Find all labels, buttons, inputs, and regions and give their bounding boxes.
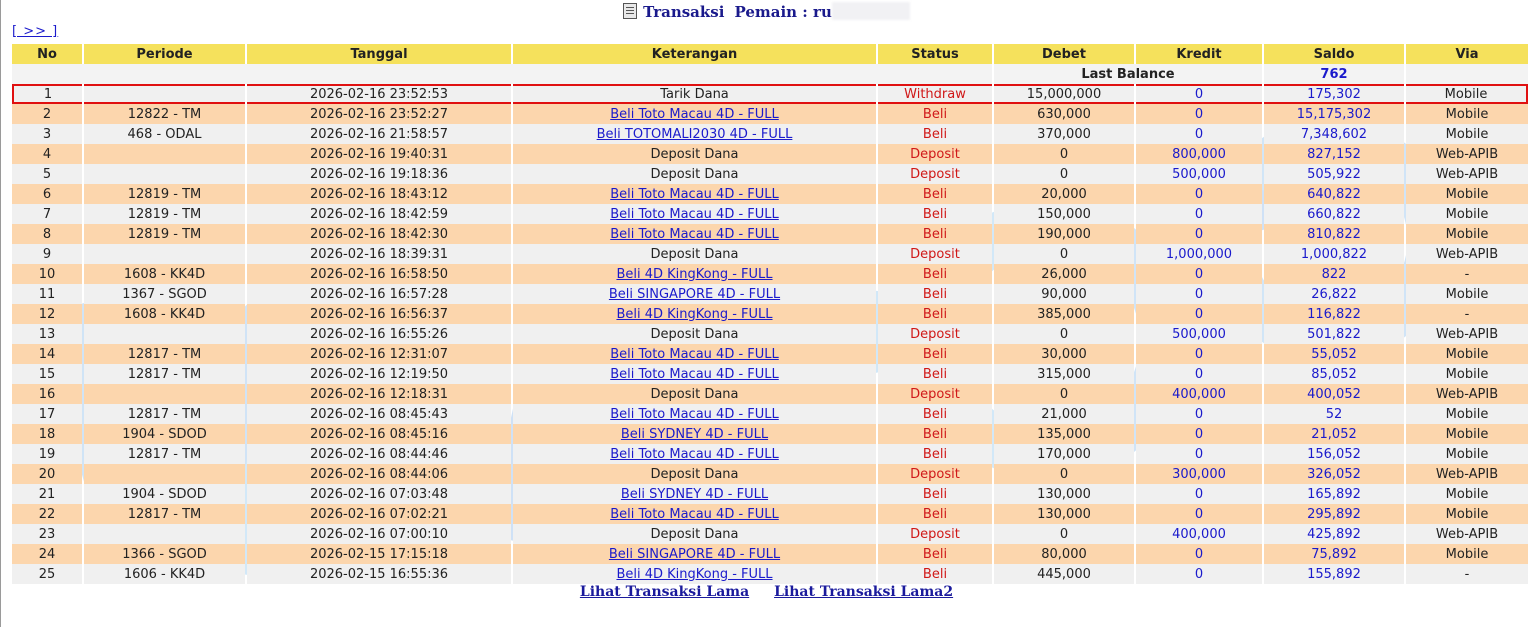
cell-kredit: 0: [1136, 444, 1262, 464]
cell-debet: 445,000: [994, 564, 1134, 584]
table-row: [12, 164, 1528, 184]
cell-periode: [84, 464, 245, 484]
cell-debet: 26,000: [994, 264, 1134, 284]
cell-keterangan: [513, 184, 876, 204]
view-old-transactions-2-link[interactable]: Lihat Transaksi Lama2: [774, 584, 954, 600]
cell-periode: 1904 - SDOD: [84, 484, 245, 504]
cell-status: Deposit: [878, 244, 992, 264]
cell-status: Beli: [878, 344, 992, 364]
cell-saldo: 326,052: [1264, 464, 1404, 484]
cell-via: Web-APIB: [1406, 244, 1528, 264]
cell-no: 21: [12, 484, 82, 504]
cell-periode: 1904 - SDOD: [84, 424, 245, 444]
cell-keterangan: [513, 284, 876, 304]
col-header-saldo: Saldo: [1264, 44, 1404, 64]
cell-tanggal: 2026-02-16 16:55:26: [247, 324, 511, 344]
document-icon: [623, 3, 637, 19]
cell-debet: 630,000: [994, 104, 1134, 124]
page-title: Transaksi: [643, 3, 725, 21]
cell-periode: 468 - ODAL: [84, 124, 245, 144]
cell-via: Mobile: [1406, 444, 1528, 464]
cell-tanggal: 2026-02-16 18:39:31: [247, 244, 511, 264]
cell-status: Beli: [878, 264, 992, 284]
cell-kredit: 0: [1136, 304, 1262, 324]
cell-via: Web-APIB: [1406, 524, 1528, 544]
cell-via: Mobile: [1406, 484, 1528, 504]
cell-keterangan: [513, 424, 876, 444]
cell-saldo: 660,822: [1264, 204, 1404, 224]
cell-kredit: 500,000: [1136, 324, 1262, 344]
col-header-keterangan: Keterangan: [513, 44, 876, 64]
cell-saldo: 116,822: [1264, 304, 1404, 324]
cell-saldo: 400,052: [1264, 384, 1404, 404]
cell-no: 25: [12, 564, 82, 584]
cell-saldo: 85,052: [1264, 364, 1404, 384]
transaction-detail-link[interactable]: Beli 4D KingKong - FULL: [616, 266, 773, 282]
cell-status: Deposit: [878, 144, 992, 164]
cell-keterangan: [513, 264, 876, 284]
cell-tanggal: 2026-02-16 19:40:31: [247, 144, 511, 164]
cell-kredit: 0: [1136, 504, 1262, 524]
table-row: [12, 524, 1528, 544]
cell-keterangan: Tarik Dana: [513, 84, 876, 104]
cell-periode: [84, 524, 245, 544]
transaction-table: [10, 44, 1530, 584]
cell-debet: 90,000: [994, 284, 1134, 304]
cell-periode: 1367 - SGOD: [84, 284, 245, 304]
cell-tanggal: 2026-02-16 12:19:50: [247, 364, 511, 384]
cell-status: Beli: [878, 304, 992, 324]
table-row: [12, 84, 1528, 104]
cell-saldo: 501,822: [1264, 324, 1404, 344]
col-header-via: Via: [1406, 44, 1528, 64]
cell-tanggal: 2026-02-16 12:31:07: [247, 344, 511, 364]
cell-no: 7: [12, 204, 82, 224]
cell-keterangan: [513, 404, 876, 424]
col-header-status: Status: [878, 44, 992, 64]
cell-via: Mobile: [1406, 404, 1528, 424]
cell-kredit: 0: [1136, 484, 1262, 504]
cell-saldo: 827,152: [1264, 144, 1404, 164]
cell-no: 16: [12, 384, 82, 404]
table-row: [12, 224, 1528, 244]
transaction-detail-link[interactable]: Beli SINGAPORE 4D - FULL: [608, 286, 781, 302]
cell-via: Mobile: [1406, 284, 1528, 304]
transaction-detail-link[interactable]: Beli 4D KingKong - FULL: [616, 566, 773, 582]
last-balance-value: 762: [1264, 64, 1404, 84]
cell-kredit: 0: [1136, 84, 1262, 104]
transaction-detail-link[interactable]: Beli Toto Macau 4D - FULL: [610, 226, 779, 242]
cell-keterangan: [513, 484, 876, 504]
cell-status: Deposit: [878, 384, 992, 404]
cell-tanggal: 2026-02-16 23:52:27: [247, 104, 511, 124]
cell-saldo: 26,822: [1264, 284, 1404, 304]
cell-tanggal: 2026-02-16 16:56:37: [247, 304, 511, 324]
cell-tanggal: 2026-02-16 21:58:57: [247, 124, 511, 144]
cell-via: Mobile: [1406, 204, 1528, 224]
cell-no: 24: [12, 544, 82, 564]
cell-via: Web-APIB: [1406, 384, 1528, 404]
cell-kredit: 0: [1136, 224, 1262, 244]
cell-keterangan: Deposit Dana: [513, 164, 876, 184]
cell-tanggal: 2026-02-16 08:44:06: [247, 464, 511, 484]
cell-debet: 0: [994, 144, 1134, 164]
table-row: [12, 444, 1528, 464]
cell-saldo: 52: [1264, 404, 1404, 424]
cell-via: Web-APIB: [1406, 324, 1528, 344]
cell-via: Mobile: [1406, 544, 1528, 564]
cell-no: 1: [12, 84, 82, 104]
cell-debet: 0: [994, 324, 1134, 344]
cell-via: Mobile: [1406, 184, 1528, 204]
transaction-detail-link[interactable]: Beli SYDNEY 4D - FULL: [620, 426, 769, 442]
table-row: [12, 324, 1528, 344]
cell-debet: 315,000: [994, 364, 1134, 384]
cell-debet: 190,000: [994, 224, 1134, 244]
cell-debet: 0: [994, 464, 1134, 484]
cell-tanggal: 2026-02-15 16:55:36: [247, 564, 511, 584]
cell-status: Beli: [878, 184, 992, 204]
cell-keterangan: Deposit Dana: [513, 144, 876, 164]
cell-saldo: 425,892: [1264, 524, 1404, 544]
cell-periode: 1608 - KK4D: [84, 304, 245, 324]
cell-kredit: 0: [1136, 124, 1262, 144]
cell-no: 23: [12, 524, 82, 544]
table-row: [12, 364, 1528, 384]
cell-keterangan: [513, 304, 876, 324]
cell-tanggal: 2026-02-16 12:18:31: [247, 384, 511, 404]
cell-periode: [84, 384, 245, 404]
cell-kredit: 400,000: [1136, 524, 1262, 544]
table-row: [12, 184, 1528, 204]
cell-keterangan: [513, 444, 876, 464]
cell-keterangan: Deposit Dana: [513, 384, 876, 404]
cell-tanggal: 2026-02-16 23:52:53: [247, 84, 511, 104]
cell-kredit: 0: [1136, 404, 1262, 424]
cell-kredit: 0: [1136, 104, 1262, 124]
col-header-no: No: [12, 44, 82, 64]
cell-via: Mobile: [1406, 424, 1528, 444]
cell-keterangan: [513, 564, 876, 584]
table-header-row: [12, 44, 1528, 64]
cell-tanggal: 2026-02-16 18:42:59: [247, 204, 511, 224]
col-header-tanggal: Tanggal: [247, 44, 511, 64]
cell-no: 3: [12, 124, 82, 144]
cell-periode: 1606 - KK4D: [84, 564, 245, 584]
cell-kredit: 0: [1136, 424, 1262, 444]
cell-no: 12: [12, 304, 82, 324]
cell-saldo: 75,892: [1264, 544, 1404, 564]
cell-status: Beli: [878, 204, 992, 224]
cell-status: Deposit: [878, 164, 992, 184]
cell-periode: 12817 - TM: [84, 364, 245, 384]
transaction-detail-link[interactable]: Beli Toto Macau 4D - FULL: [610, 346, 779, 362]
view-old-transactions-link[interactable]: Lihat Transaksi Lama: [579, 584, 750, 600]
col-header-periode: Periode: [84, 44, 245, 64]
transaction-detail-link[interactable]: Beli SYDNEY 4D - FULL: [620, 486, 769, 502]
cell-periode: 12822 - TM: [84, 104, 245, 124]
cell-debet: 0: [994, 164, 1134, 184]
cell-periode: [84, 244, 245, 264]
cell-debet: 135,000: [994, 424, 1134, 444]
col-header-kredit: Kredit: [1136, 44, 1262, 64]
cell-periode: 1608 - KK4D: [84, 264, 245, 284]
cell-keterangan: [513, 544, 876, 564]
cell-no: 20: [12, 464, 82, 484]
cell-saldo: 810,822: [1264, 224, 1404, 244]
cell-tanggal: 2026-02-16 19:18:36: [247, 164, 511, 184]
cell-keterangan: [513, 104, 876, 124]
table-row: [12, 384, 1528, 404]
cell-saldo: 155,892: [1264, 564, 1404, 584]
footer-links: [0, 584, 1533, 600]
cell-no: 11: [12, 284, 82, 304]
transaction-detail-link[interactable]: Beli TOTOMALI2030 4D - FULL: [596, 126, 793, 142]
cell-status: Deposit: [878, 464, 992, 484]
cell-status: Beli: [878, 104, 992, 124]
table-row: [12, 204, 1528, 224]
player-label: Pemain : ru: [734, 3, 832, 21]
last-balance-via-empty: [1406, 64, 1528, 84]
cell-no: 19: [12, 444, 82, 464]
transaction-detail-link[interactable]: Beli Toto Macau 4D - FULL: [610, 106, 779, 122]
cell-via: Web-APIB: [1406, 164, 1528, 184]
table-row: [12, 144, 1528, 164]
cell-kredit: 0: [1136, 364, 1262, 384]
cell-kredit: 0: [1136, 184, 1262, 204]
cell-via: Mobile: [1406, 104, 1528, 124]
cell-saldo: 1,000,822: [1264, 244, 1404, 264]
cell-no: 8: [12, 224, 82, 244]
cell-saldo: 55,052: [1264, 344, 1404, 364]
cell-no: 17: [12, 404, 82, 424]
cell-no: 4: [12, 144, 82, 164]
cell-keterangan: [513, 124, 876, 144]
table-row: [12, 484, 1528, 504]
cell-debet: 170,000: [994, 444, 1134, 464]
cell-kredit: 0: [1136, 264, 1262, 284]
cell-via: Mobile: [1406, 84, 1528, 104]
cell-via: Mobile: [1406, 124, 1528, 144]
cell-via: Mobile: [1406, 504, 1528, 524]
last-balance-row: [12, 64, 1528, 84]
cell-debet: 0: [994, 384, 1134, 404]
table-row: [12, 264, 1528, 284]
cell-kredit: 1,000,000: [1136, 244, 1262, 264]
cell-debet: 0: [994, 244, 1134, 264]
cell-status: Beli: [878, 444, 992, 464]
cell-no: 15: [12, 364, 82, 384]
table-row: [12, 424, 1528, 444]
cell-status: Beli: [878, 404, 992, 424]
cell-no: 10: [12, 264, 82, 284]
cell-status: Deposit: [878, 324, 992, 344]
cell-saldo: 295,892: [1264, 504, 1404, 524]
cell-status: Withdraw: [878, 84, 992, 104]
cell-keterangan: [513, 204, 876, 224]
cell-saldo: 640,822: [1264, 184, 1404, 204]
cell-via: Mobile: [1406, 364, 1528, 384]
cell-periode: [84, 324, 245, 344]
cell-no: 14: [12, 344, 82, 364]
cell-tanggal: 2026-02-16 08:44:46: [247, 444, 511, 464]
cell-periode: [84, 144, 245, 164]
cell-periode: 1366 - SGOD: [84, 544, 245, 564]
table-row: [12, 124, 1528, 144]
table-row: [12, 344, 1528, 364]
cell-tanggal: 2026-02-16 08:45:43: [247, 404, 511, 424]
cell-kredit: 0: [1136, 284, 1262, 304]
cell-kredit: 800,000: [1136, 144, 1262, 164]
cell-status: Beli: [878, 124, 992, 144]
cell-status: Deposit: [878, 524, 992, 544]
cell-via: -: [1406, 564, 1528, 584]
table-row: [12, 284, 1528, 304]
cell-kredit: 0: [1136, 544, 1262, 564]
table-row: [12, 504, 1528, 524]
cell-kredit: 400,000: [1136, 384, 1262, 404]
cell-keterangan: Deposit Dana: [513, 324, 876, 344]
cell-saldo: 7,348,602: [1264, 124, 1404, 144]
cell-status: Beli: [878, 504, 992, 524]
col-header-debet: Debet: [994, 44, 1134, 64]
cell-no: 2: [12, 104, 82, 124]
cell-saldo: 165,892: [1264, 484, 1404, 504]
cell-kredit: 300,000: [1136, 464, 1262, 484]
cell-periode: 12817 - TM: [84, 404, 245, 424]
last-balance-label: Last Balance: [994, 64, 1262, 84]
cell-status: Beli: [878, 284, 992, 304]
cell-kredit: 0: [1136, 564, 1262, 584]
cell-debet: 20,000: [994, 184, 1134, 204]
transaction-detail-link[interactable]: Beli 4D KingKong - FULL: [616, 306, 773, 322]
cell-debet: 130,000: [994, 484, 1134, 504]
cell-status: Beli: [878, 424, 992, 444]
cell-periode: 12819 - TM: [84, 184, 245, 204]
cell-via: Mobile: [1406, 344, 1528, 364]
cell-keterangan: [513, 504, 876, 524]
table-row: [12, 544, 1528, 564]
cell-saldo: 175,302: [1264, 84, 1404, 104]
transaction-detail-link[interactable]: Beli Toto Macau 4D - FULL: [610, 446, 779, 462]
cell-debet: 15,000,000: [994, 84, 1134, 104]
table-row: [12, 244, 1528, 264]
cell-saldo: 156,052: [1264, 444, 1404, 464]
cell-tanggal: 2026-02-16 16:57:28: [247, 284, 511, 304]
cell-no: 18: [12, 424, 82, 444]
cell-debet: 21,000: [994, 404, 1134, 424]
cell-debet: 130,000: [994, 504, 1134, 524]
cell-keterangan: Deposit Dana: [513, 524, 876, 544]
transaction-detail-link[interactable]: Beli Toto Macau 4D - FULL: [610, 366, 779, 382]
cell-periode: 12817 - TM: [84, 344, 245, 364]
cell-debet: 0: [994, 524, 1134, 544]
table-row: [12, 464, 1528, 484]
cell-debet: 30,000: [994, 344, 1134, 364]
transaction-detail-link[interactable]: Beli SINGAPORE 4D - FULL: [608, 546, 781, 562]
cell-kredit: 0: [1136, 204, 1262, 224]
cell-keterangan: [513, 224, 876, 244]
cell-tanggal: 2026-02-16 07:00:10: [247, 524, 511, 544]
cell-no: 6: [12, 184, 82, 204]
cell-tanggal: 2026-02-16 08:45:16: [247, 424, 511, 444]
cell-tanggal: 2026-02-16 07:02:21: [247, 504, 511, 524]
table-row: [12, 304, 1528, 324]
cell-keterangan: Deposit Dana: [513, 244, 876, 264]
cell-debet: 80,000: [994, 544, 1134, 564]
cell-kredit: 500,000: [1136, 164, 1262, 184]
cell-debet: 370,000: [994, 124, 1134, 144]
cell-via: -: [1406, 304, 1528, 324]
last-balance-spacer: [12, 64, 992, 84]
table-row: [12, 564, 1528, 584]
page-header: [0, 0, 1533, 24]
cell-periode: 12819 - TM: [84, 224, 245, 244]
player-name-redacted: [832, 2, 910, 20]
transaction-detail-link[interactable]: Beli Toto Macau 4D - FULL: [610, 206, 779, 222]
cell-debet: 385,000: [994, 304, 1134, 324]
table-row: [12, 104, 1528, 124]
cell-saldo: 21,052: [1264, 424, 1404, 444]
cell-keterangan: Deposit Dana: [513, 464, 876, 484]
transaction-detail-link[interactable]: Beli Toto Macau 4D - FULL: [610, 186, 779, 202]
next-page-link[interactable]: [ >> ]: [12, 24, 59, 39]
cell-tanggal: 2026-02-15 17:15:18: [247, 544, 511, 564]
cell-saldo: 505,922: [1264, 164, 1404, 184]
left-border-line: [0, 0, 1, 627]
cell-status: Beli: [878, 564, 992, 584]
cell-status: Beli: [878, 224, 992, 244]
cell-via: -: [1406, 264, 1528, 284]
cell-kredit: 0: [1136, 344, 1262, 364]
cell-via: Mobile: [1406, 224, 1528, 244]
cell-debet: 150,000: [994, 204, 1134, 224]
cell-tanggal: 2026-02-16 07:03:48: [247, 484, 511, 504]
cell-no: 13: [12, 324, 82, 344]
cell-no: 9: [12, 244, 82, 264]
cell-tanggal: 2026-02-16 18:42:30: [247, 224, 511, 244]
cell-via: Web-APIB: [1406, 464, 1528, 484]
cell-saldo: 15,175,302: [1264, 104, 1404, 124]
cell-periode: 12819 - TM: [84, 204, 245, 224]
table-row: [12, 404, 1528, 424]
cell-keterangan: [513, 364, 876, 384]
cell-no: 22: [12, 504, 82, 524]
cell-status: Beli: [878, 484, 992, 504]
cell-periode: 12817 - TM: [84, 444, 245, 464]
transaction-detail-link[interactable]: Beli Toto Macau 4D - FULL: [610, 406, 779, 422]
cell-no: 5: [12, 164, 82, 184]
cell-via: Web-APIB: [1406, 144, 1528, 164]
cell-saldo: 822: [1264, 264, 1404, 284]
cell-keterangan: [513, 344, 876, 364]
cell-tanggal: 2026-02-16 18:43:12: [247, 184, 511, 204]
cell-tanggal: 2026-02-16 16:58:50: [247, 264, 511, 284]
cell-status: Beli: [878, 364, 992, 384]
transaction-detail-link[interactable]: Beli Toto Macau 4D - FULL: [610, 506, 779, 522]
cell-periode: 12817 - TM: [84, 504, 245, 524]
cell-status: Beli: [878, 544, 992, 564]
cell-periode: [84, 164, 245, 184]
cell-periode: [84, 84, 245, 104]
